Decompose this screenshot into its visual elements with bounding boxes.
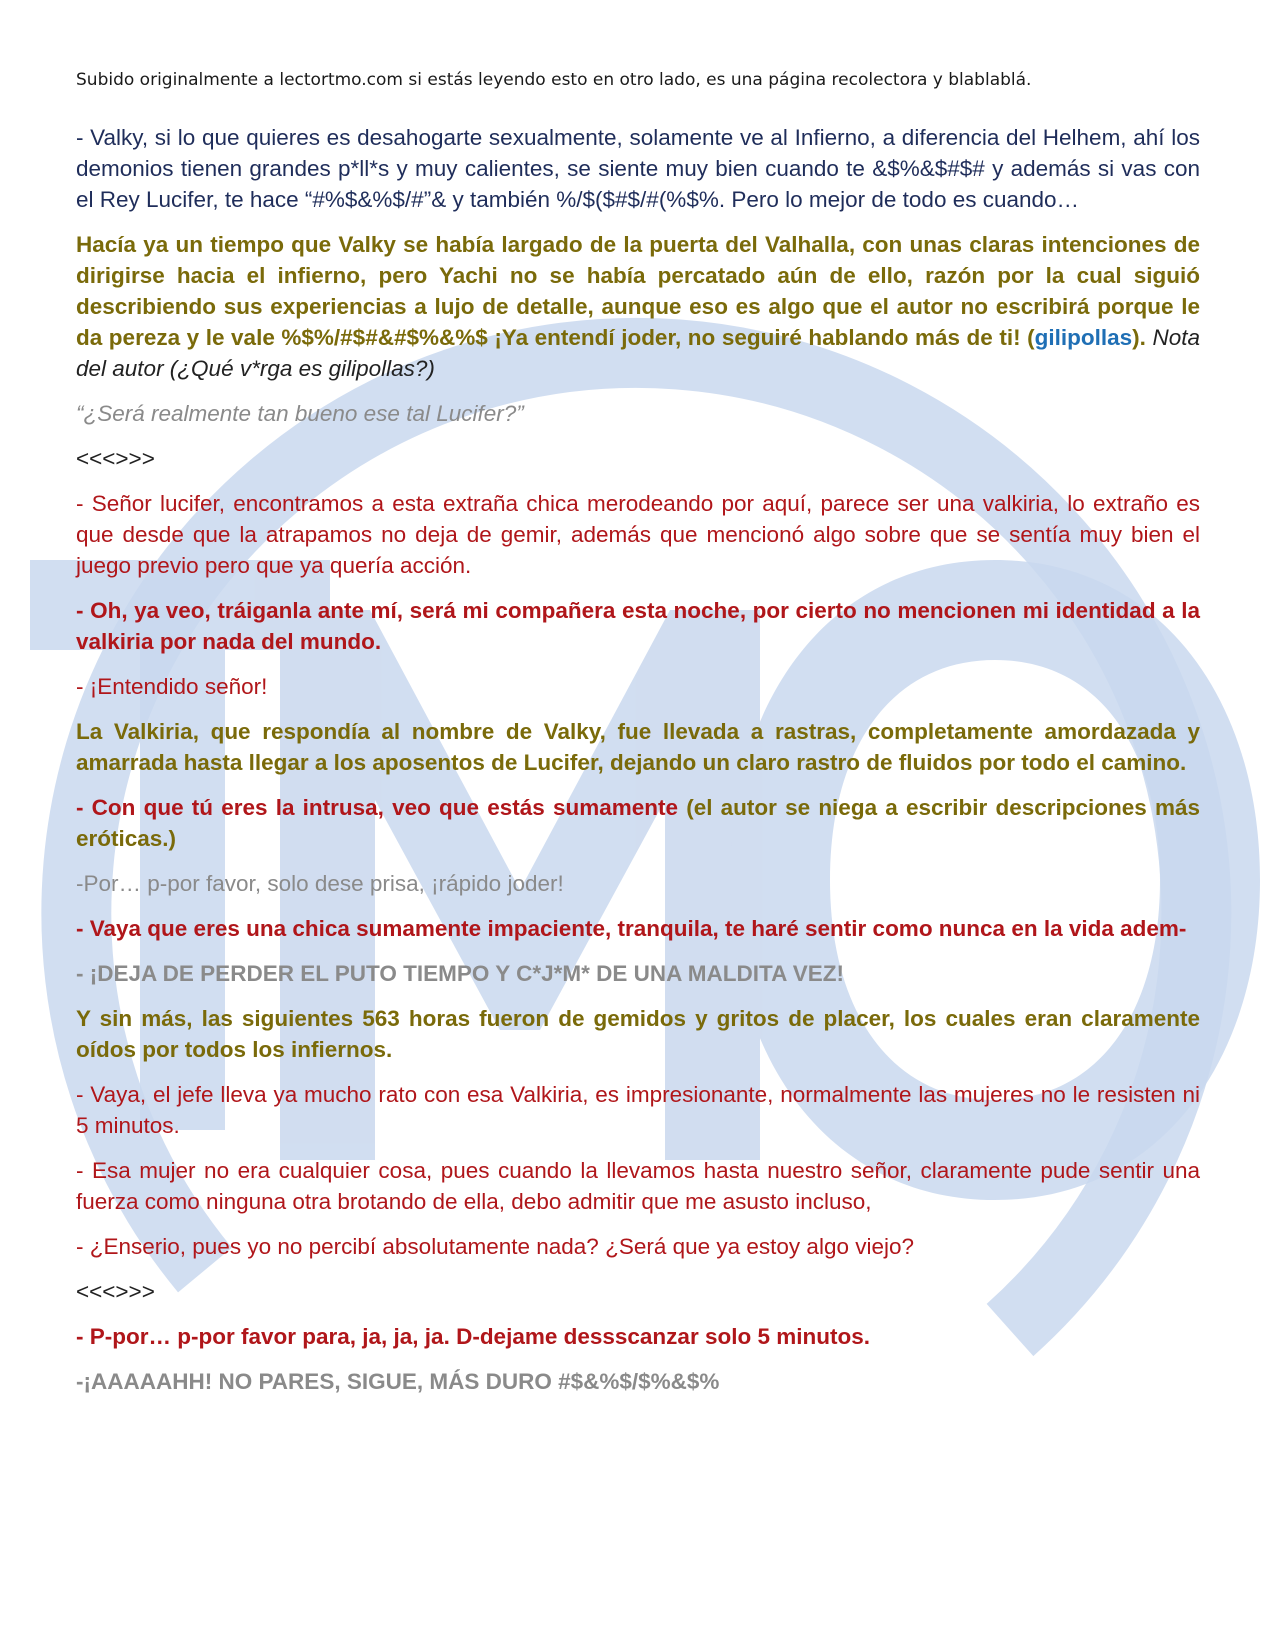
paragraph-demon-report: - Señor lucifer, encontramos a esta extraña chica merodeando por aquí, parece ser una valkiria, lo extraño es que desde que la atrapamos no deja de gemir, además que mencionó algo sobre que se sentía muy bien el juego previo pero que ya quería acción.	[76, 491, 1200, 578]
paragraph-demon-reply: - ¡Entendido señor!	[76, 674, 268, 699]
paragraph-demon-1: - Vaya, el jefe lleva ya mucho rato con esa Valkiria, es impresionante, normalmente las mujeres no le resisten ni 5 minutos.	[76, 1082, 1200, 1138]
paragraph-lucifer-order: - Oh, ya veo, tráiganla ante mí, será mi compañera esta noche, por cierto no mencionen mi identidad a la valkiria por nada del mundo.	[76, 598, 1200, 654]
paragraph-valky-plea: -Por… p-por favor, solo dese prisa, ¡rápido joder!	[76, 871, 564, 896]
narration-close: ).	[1132, 325, 1146, 350]
upload-notice: Subido originalmente a lectortmo.com si estás leyendo esto en otro lado, es una página recolectora y blablablá.	[76, 70, 1032, 90]
paragraph-narration-3: Y sin más, las siguientes 563 horas fueron de gemidos y gritos de placer, los cuales eran claramente oídos por todos los infiernos.	[76, 1006, 1200, 1062]
author-aside: (el autor se niega a escribir descripciones más eróticas.)	[76, 795, 1200, 851]
paragraph-lucifer-tired: - P-por… p-por favor para, ja, ja, ja. D-dejame dessscanzar solo 5 minutos.	[76, 1324, 870, 1349]
paragraph-yachi-speech: - Valky, si lo que quieres es desahogarte sexualmente, solamente ve al Infierno, a diferencia del Helhem, ahí los demonios tienen grandes p*ll*s y muy calientes, se siente muy bien cuando te &$%&$#$# y además si vas con el Rey Lucifer, te hace “#%$&%$/#”& y también %/$($#$/#(%$%. Pero lo mejor de todo es cuando…	[76, 125, 1200, 212]
author-note: Nota del autor (¿Qué v*rga es gilipollas?)	[76, 325, 1201, 381]
paragraph-valky-final: -¡AAAAAHH! NO PARES, SIGUE, MÁS DURO #$&%$/$%&$%	[76, 1369, 720, 1394]
paragraph-valky-thought: “¿Será realmente tan bueno ese tal Lucifer?”	[76, 401, 524, 426]
document-page	[76, 68, 1200, 1411]
paragraph-narration-2: La Valkiria, que respondía al nombre de Valky, fue llevada a rastras, completamente amordazada y amarrada hasta llegar a los aposentos de Lucifer, dejando un claro rastro de fluidos por todo el camino.	[76, 719, 1200, 775]
paragraph-demon-3: - ¿Enserio, pues yo no percibí absolutamente nada? ¿Será que ya estoy algo viejo?	[76, 1234, 915, 1259]
scene-separator-1: <<<>>>	[76, 446, 155, 471]
paragraph-lucifer-calm: - Vaya que eres una chica sumamente impaciente, tranquila, te haré sentir como nunca en la vida adem-	[76, 916, 1187, 941]
highlighted-word: gilipollas	[1034, 325, 1133, 350]
paragraph-demon-2: - Esa mujer no era cualquier cosa, pues cuando la llevamos hasta nuestro señor, claramente pude sentir una fuerza como ninguna otra brotando de ella, debo admitir que me asusto incluso,	[76, 1158, 1200, 1214]
paragraph-lucifer-intrusa	[76, 792, 1200, 854]
lucifer-speech: - Con que tú eres la intrusa, veo que estás sumamente	[76, 795, 679, 820]
narration-text: Hacía ya un tiempo que Valky se había largado de la puerta del Valhalla, con unas claras intenciones de dirigirse hacia el infierno, pero Yachi no se había percatado aún de ello, razón por la cual siguió describiendo sus experiencias a lujo de detalle, aunque eso es algo que el autor no escribirá porque le da pereza y le vale %$%/#$#&#$%&%$ ¡Ya entendí joder, no seguiré hablando más de ti! (	[76, 232, 1200, 350]
paragraph-narration-1	[76, 229, 1200, 384]
paragraph-valky-shout: - ¡DEJA DE PERDER EL PUTO TIEMPO Y C*J*M* DE UNA MALDITA VEZ!	[76, 961, 845, 986]
scene-separator-2: <<<>>>	[76, 1279, 155, 1304]
